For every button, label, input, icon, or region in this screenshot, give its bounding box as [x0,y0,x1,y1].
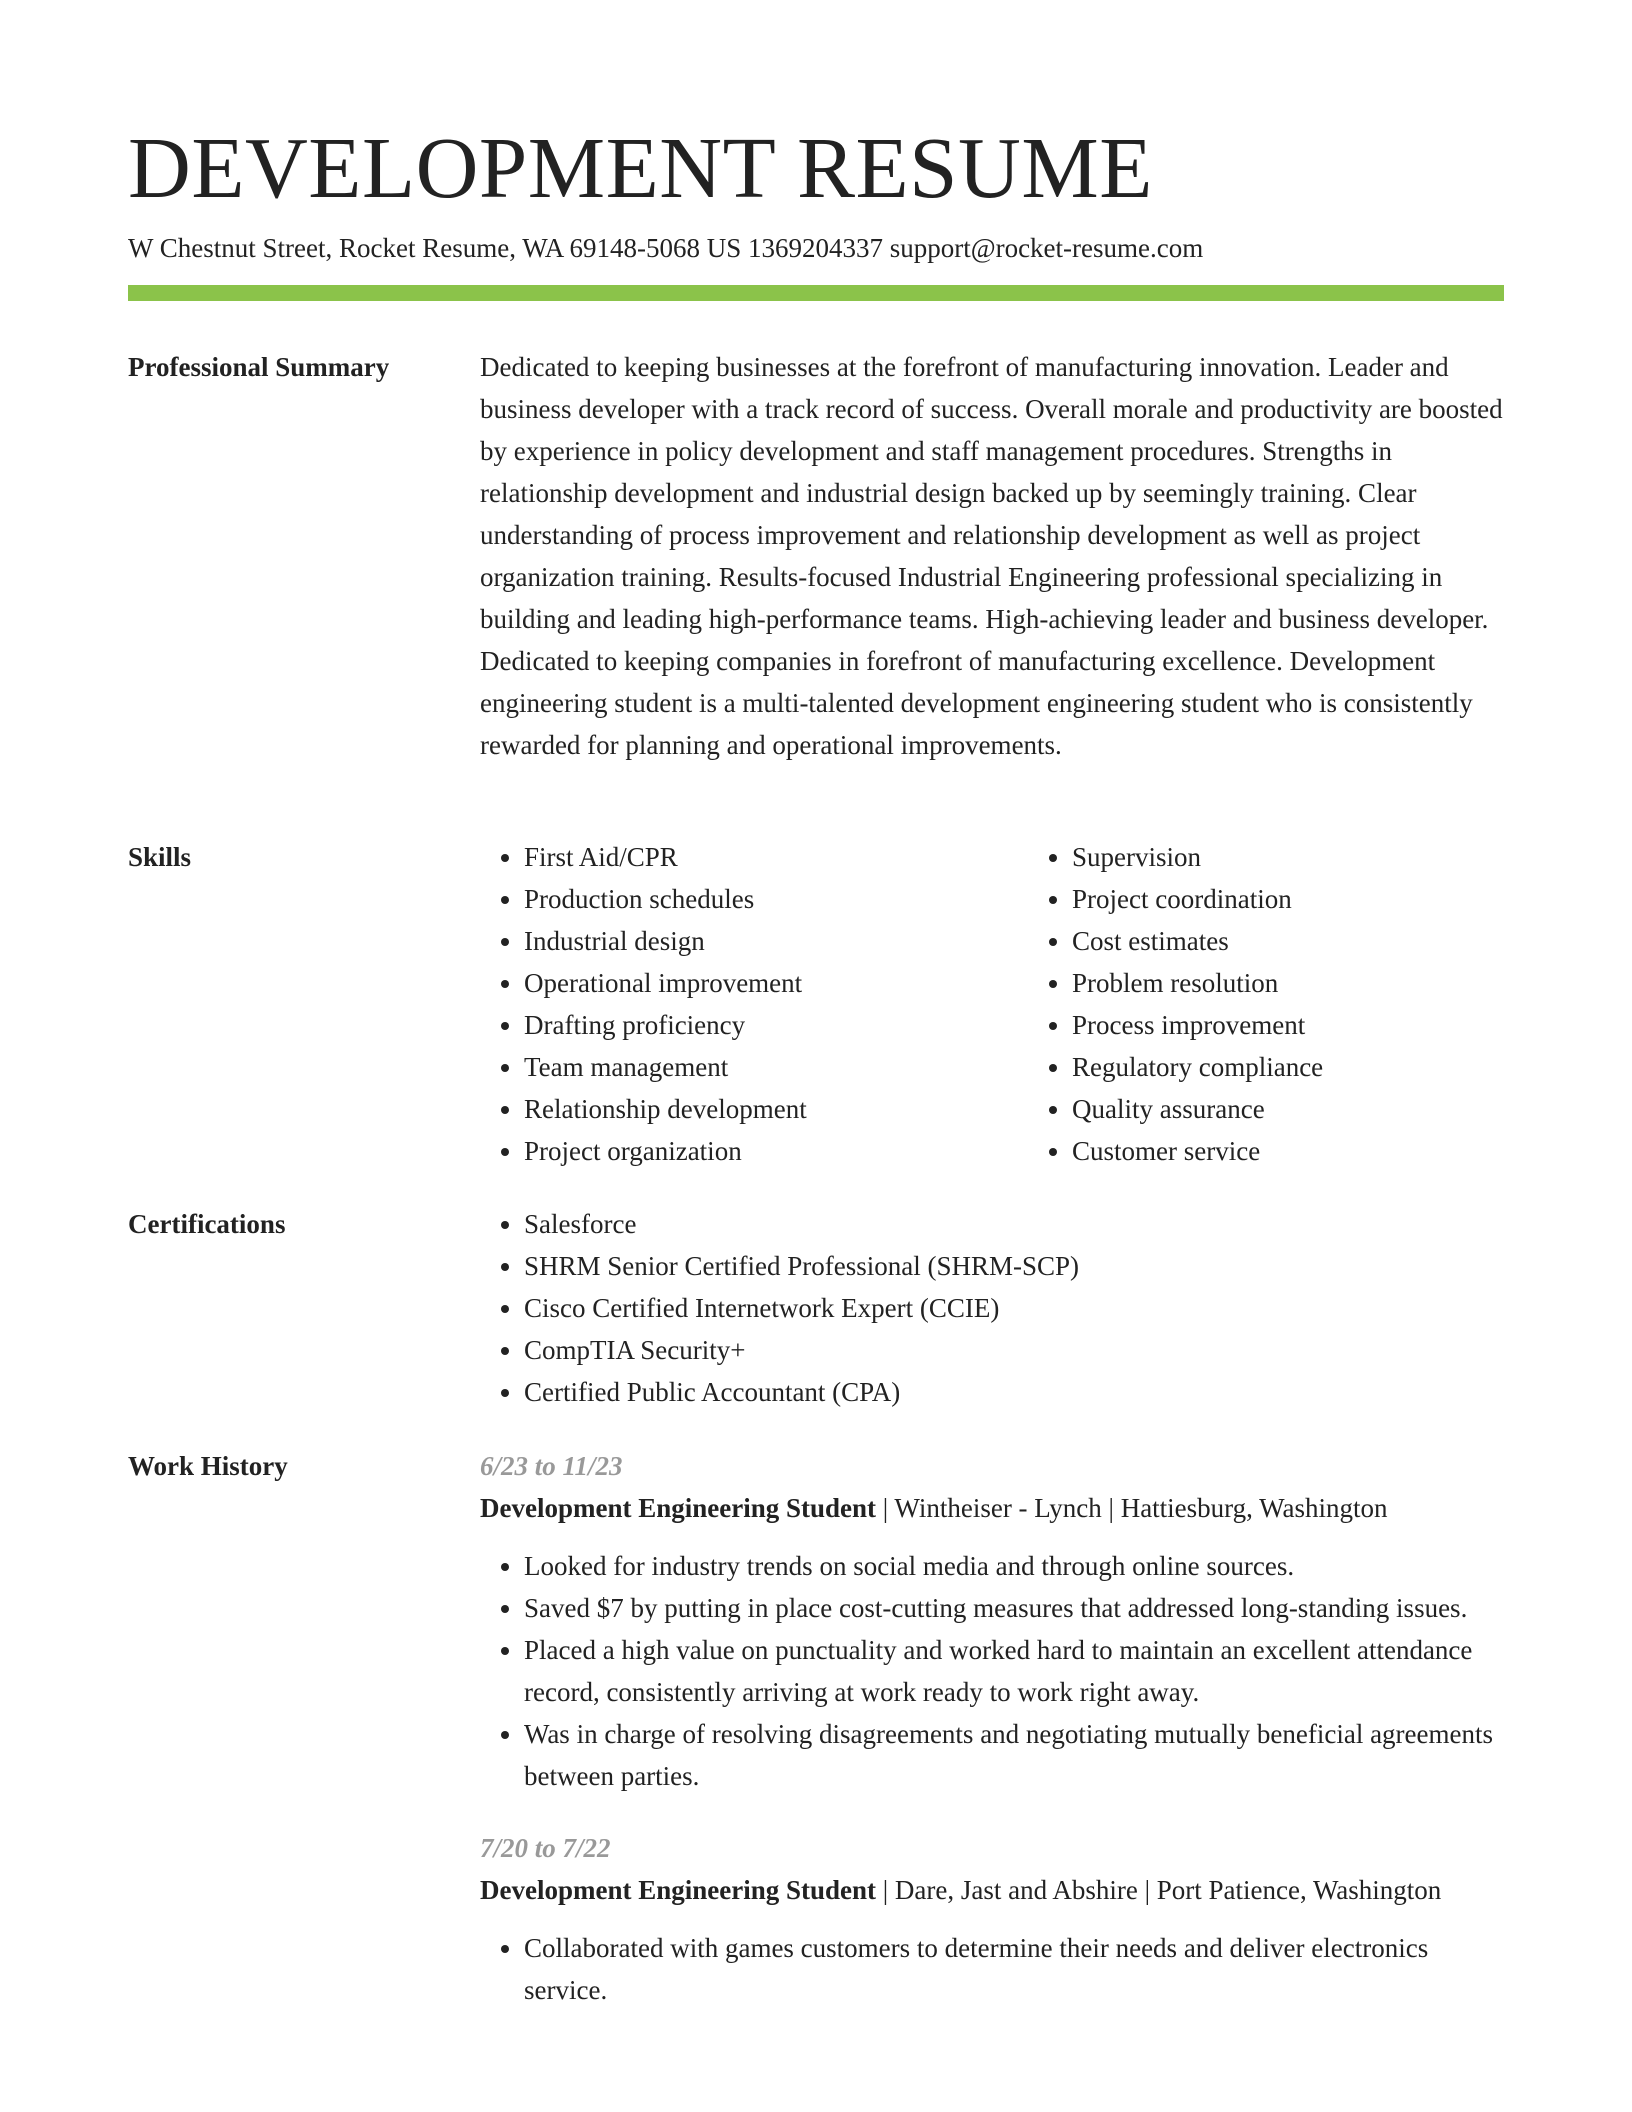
list-item: • Was in charge of resolving disagreements and negotiating mutually beneficial agreements between parties. [524,1713,1504,1797]
list-item: • Supervision [1072,836,1532,878]
list-item: • Collaborated with games customers to determine their needs and deliver electronics service. [524,1927,1504,2011]
job-employer-location: | Dare, Jast and Abshire | Port Patience, Washington [876,1875,1442,1905]
list-item: • Customer service [1072,1130,1532,1172]
job-dates: 7/20 to 7/22 [480,1833,611,1863]
list-item: • Cost estimates [1072,920,1532,962]
certifications-title: Certifications [128,1209,286,1239]
list-item: • Team management [524,1046,984,1088]
list-item: • Process improvement [1072,1004,1532,1046]
job-duties-list [480,1927,1504,2011]
skills-list-left [480,836,984,1172]
skills-title: Skills [128,842,192,872]
summary-text: Dedicated to keeping businesses at the forefront of manufacturing innovation. Leader and business developer with a track record of success. Overall morale and productivity are boosted by experience in policy development and staff management procedures. Strengths in relationship development and industrial design backed up by seemingly training. Clear understanding of process improvement and relationship development as well as project organization training. Results-focused Industrial Engineering professional specializing in building and leading high-performance teams. High-achieving leader and business developer. Dedicated to keeping companies in forefront of manufacturing excellence. Development engineering student is a multi-talented development engineering student who is consistently rewarded for planning and operational improvements. [480,352,1503,760]
summary-body [480,346,1504,766]
list-item: • Cisco Certified Internetwork Expert (CCIE) [524,1287,1504,1329]
resume-name: DEVELOPMENT RESUME [128,119,1153,216]
job-entry [480,1827,1504,2011]
work-history-body [480,1445,1504,2011]
job-title: Development Engineering Student [480,1875,877,1905]
job-title: Development Engineering Student [480,1493,877,1523]
list-item: • CompTIA Security+ [524,1329,1504,1371]
list-item: • First Aid/CPR [524,836,984,878]
skills-list-right [1028,836,1532,1172]
certifications-list [480,1203,1504,1413]
contact-line: W Chestnut Street, Rocket Resume, WA 69148-5068 US 1369204337 support@rocket-resume.com [128,233,1204,263]
certifications-body [480,1203,1504,1413]
list-item: • Certified Public Accountant (CPA) [524,1371,1504,1413]
list-item: • Quality assurance [1072,1088,1532,1130]
list-item: • Relationship development [524,1088,984,1130]
job-heading [480,1487,1504,1529]
job-entry [480,1445,1504,1797]
list-item: • Production schedules [524,878,984,920]
list-item: • Saved $7 by putting in place cost-cutting measures that addressed long-standing issues. [524,1587,1504,1629]
list-item: • Problem resolution [1072,962,1532,1004]
list-item: • Drafting proficiency [524,1004,984,1046]
job-heading [480,1869,1504,1911]
list-item: • Looked for industry trends on social media and through online sources. [524,1545,1504,1587]
summary-title: Professional Summary [128,352,390,382]
list-item: • Industrial design [524,920,984,962]
list-item: • Salesforce [524,1203,1504,1245]
list-item: • Placed a high value on punctuality and worked hard to maintain an excellent attendance record, consistently arriving at work ready to work right away. [524,1629,1504,1713]
job-duties-list [480,1545,1504,1797]
list-item: • Project organization [524,1130,984,1172]
header-divider [128,285,1504,301]
list-item: • SHRM Senior Certified Professional (SHRM-SCP) [524,1245,1504,1287]
list-item: • Project coordination [1072,878,1532,920]
list-item: • Operational improvement [524,962,984,1004]
job-dates: 6/23 to 11/23 [480,1451,623,1481]
list-item: • Regulatory compliance [1072,1046,1532,1088]
work-history-title: Work History [128,1451,288,1481]
skills-body [480,836,1504,1172]
job-employer-location: | Wintheiser - Lynch | Hattiesburg, Washington [876,1493,1388,1523]
